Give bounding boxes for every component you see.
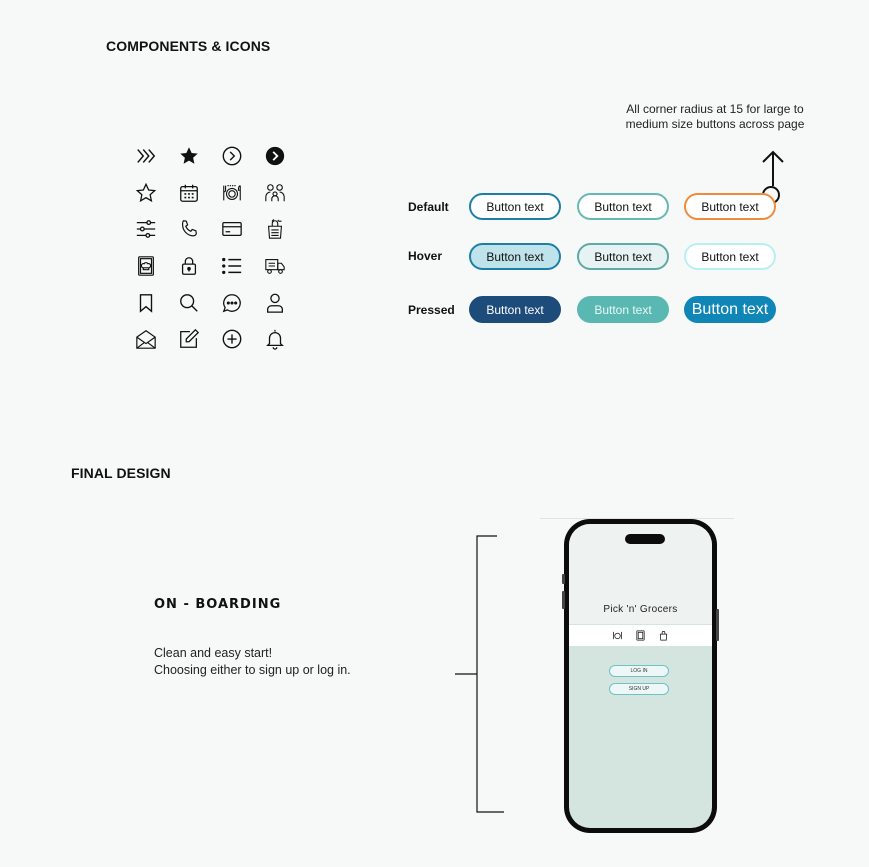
login-button[interactable]: LOG IN xyxy=(609,665,669,677)
chevrons-double-right-icon[interactable] xyxy=(124,138,167,175)
row-label-hover: Hover xyxy=(408,249,443,263)
grocery-bag-icon xyxy=(658,630,669,641)
corner-radius-note xyxy=(600,102,830,132)
sliders-icon[interactable] xyxy=(124,211,167,248)
pressed-button-secondary[interactable]: Button text xyxy=(577,296,669,323)
star-filled-icon[interactable] xyxy=(167,138,210,175)
signup-button[interactable]: SIGN UP xyxy=(609,683,669,695)
delivery-truck-icon[interactable] xyxy=(253,248,296,285)
phone-power-button xyxy=(716,609,719,641)
default-button-secondary[interactable]: Button text xyxy=(577,193,669,220)
phone-screen xyxy=(569,524,712,828)
note-line-1: All corner radius at 15 for large to xyxy=(626,102,804,116)
bookmark-icon[interactable] xyxy=(124,284,167,321)
phone-side-button xyxy=(562,574,565,584)
onboarding-desc-line-2: Choosing either to sign up or log in. xyxy=(154,663,351,677)
hover-button-secondary[interactable]: Button text xyxy=(577,243,669,270)
hover-button-primary[interactable]: Button text xyxy=(469,243,561,270)
pressed-button-primary[interactable]: Button text xyxy=(469,296,561,323)
calendar-icon[interactable] xyxy=(167,175,210,212)
dynamic-island xyxy=(625,534,665,544)
bracket-connector xyxy=(455,535,505,813)
family-icon[interactable] xyxy=(253,175,296,212)
plus-circle-icon[interactable] xyxy=(210,321,253,358)
note-line-2: medium size buttons across page xyxy=(625,117,805,131)
default-button-primary[interactable]: Button text xyxy=(469,193,561,220)
search-icon[interactable] xyxy=(167,284,210,321)
app-icon-strip xyxy=(569,625,712,646)
dining-plate-icon xyxy=(612,630,623,641)
user-icon[interactable] xyxy=(253,284,296,321)
lock-icon[interactable] xyxy=(167,248,210,285)
app-title: Pick 'n' Grocers xyxy=(603,604,678,615)
default-button-accent[interactable]: Button text xyxy=(684,193,776,220)
icon-grid xyxy=(124,138,296,358)
recipe-book-icon xyxy=(635,630,646,641)
phone-mockup xyxy=(564,519,717,833)
list-icon[interactable] xyxy=(210,248,253,285)
onboarding-title: ON - BOARDING xyxy=(154,597,282,612)
arrow-right-circle-filled-icon[interactable] xyxy=(253,138,296,175)
final-design-heading: FINAL DESIGN xyxy=(71,465,171,481)
onboarding-desc-line-1: Clean and easy start! xyxy=(154,646,273,660)
recipe-book-icon[interactable] xyxy=(124,248,167,285)
credit-card-icon[interactable] xyxy=(210,211,253,248)
components-heading: COMPONENTS & ICONS xyxy=(106,38,271,54)
hover-button-accent[interactable]: Button text xyxy=(684,243,776,270)
edit-icon[interactable] xyxy=(167,321,210,358)
arrow-right-circle-icon[interactable] xyxy=(210,138,253,175)
bell-icon[interactable] xyxy=(253,321,296,358)
chat-bubble-icon[interactable] xyxy=(210,284,253,321)
phone-icon[interactable] xyxy=(167,211,210,248)
phone-volume-up xyxy=(562,591,565,609)
grocery-bag-icon[interactable] xyxy=(253,211,296,248)
dining-plate-icon[interactable] xyxy=(210,175,253,212)
onboarding-description xyxy=(154,645,351,679)
envelope-open-icon[interactable] xyxy=(124,321,167,358)
row-label-default: Default xyxy=(408,200,449,214)
pressed-button-accent[interactable]: Button text xyxy=(684,296,776,323)
row-label-pressed: Pressed xyxy=(408,303,455,317)
star-outline-icon[interactable] xyxy=(124,175,167,212)
